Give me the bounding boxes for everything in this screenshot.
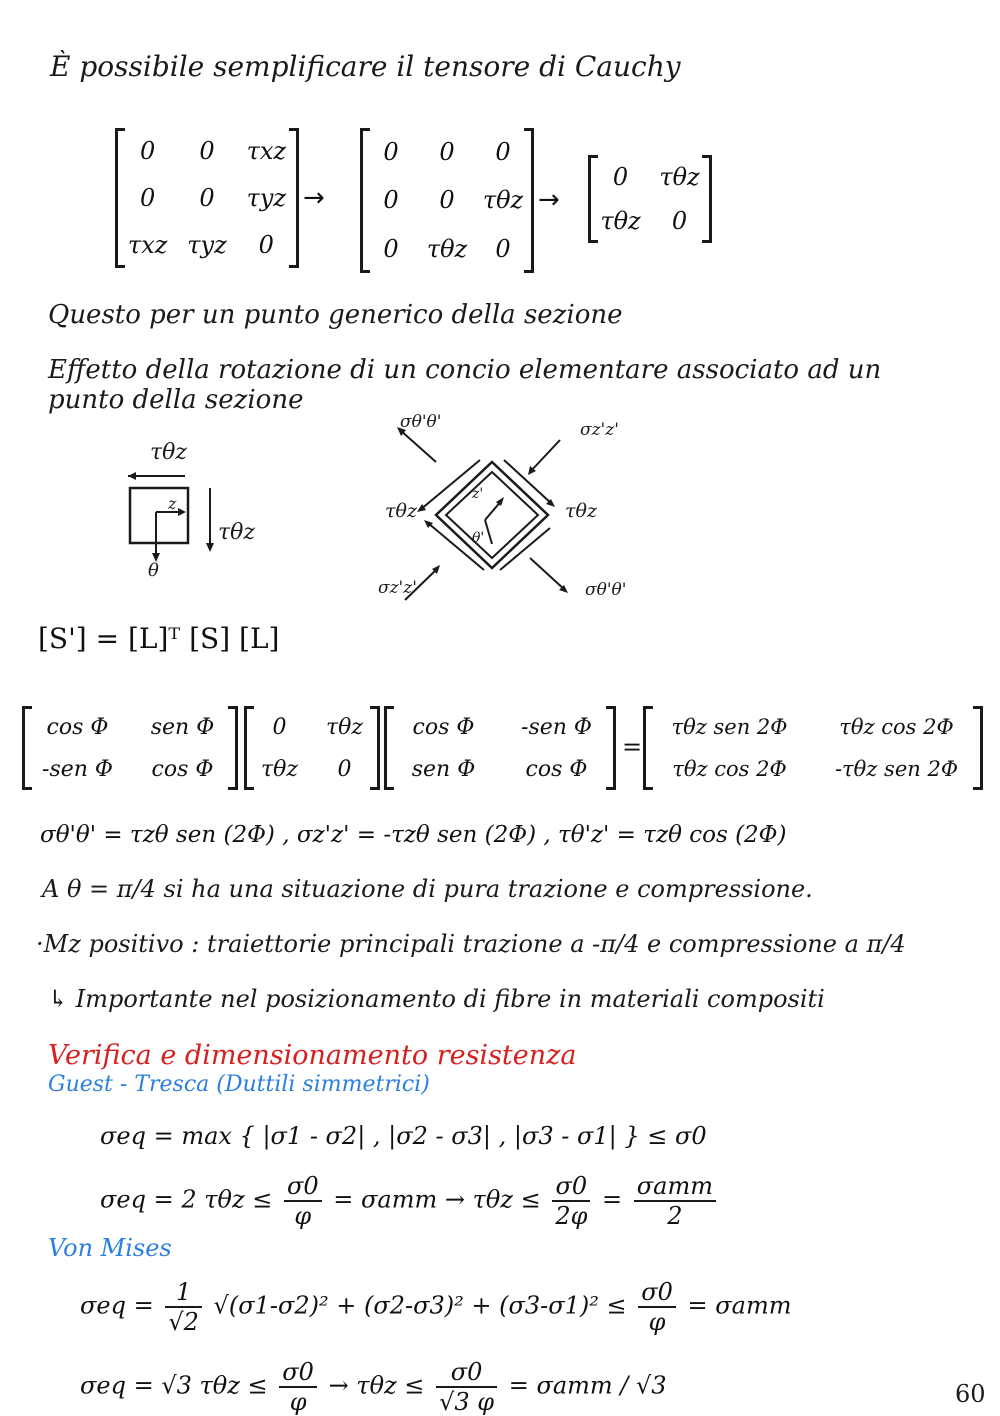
fig1-theta-label: θ	[148, 560, 159, 581]
fig1-z-label: z	[168, 494, 177, 513]
matrix-xyz	[115, 128, 299, 268]
element-figure	[110, 440, 290, 590]
matrix-cell: cos Φ	[151, 756, 214, 782]
matrix-cell: -sen Φ	[42, 756, 113, 782]
pure-shear-line: A θ = π/4 si ha una situazione di pura trazione e compressione.	[42, 875, 813, 903]
matrix-cell: τθz	[325, 714, 363, 740]
tresca-eq2-part-c: =	[602, 1185, 623, 1214]
numerator: σ0	[638, 1278, 676, 1308]
denominator: √2	[168, 1308, 199, 1336]
matrix-cell: 0	[495, 138, 511, 167]
matrix-theta-z	[588, 155, 712, 243]
denominator: φ	[289, 1388, 307, 1416]
matrix-cell: 0	[439, 138, 455, 167]
numerator: σ0	[284, 1172, 322, 1202]
numerator: σ0	[436, 1358, 497, 1388]
matrix-cell: 0	[199, 137, 215, 166]
result-matrix	[643, 706, 983, 790]
fig1-tau-top: τθz	[150, 440, 188, 465]
fig2-sigma-zz-bottom: σz'z'	[378, 578, 417, 598]
mz-positive-line: ·Mz positivo : traiettorie principali trazione a -π/4 e compressione a π/4	[36, 930, 906, 958]
mises-eq1-part-b: √(σ1-σ2)² + (σ2-σ3)² + (σ3-σ1)² ≤	[213, 1291, 627, 1320]
fig2-sigma-tt-bottom: σθ'θ'	[585, 580, 627, 600]
mises-eq2-part-b: → τθz ≤	[328, 1371, 425, 1400]
matrix-cell: 0	[140, 183, 156, 212]
denominator: √3 φ	[439, 1388, 495, 1416]
fraction	[436, 1358, 497, 1416]
matrix-cell: 0	[272, 714, 287, 740]
fraction	[638, 1278, 676, 1336]
fig2-z-label: z'	[472, 486, 484, 502]
matrix-cell: τθz sen 2Φ	[671, 715, 788, 739]
numerator: 1	[165, 1278, 202, 1308]
effect-line-1: Effetto della rotazione di un concio elementare associato ad un	[48, 355, 882, 385]
matrix-cell: 0	[495, 234, 511, 263]
matrix-cell: τyz	[246, 183, 287, 212]
matrix-cell: τθz	[260, 756, 298, 782]
tresca-subtitle: Guest - Tresca (Duttili simmetrici)	[48, 1072, 430, 1097]
mises-equation-2	[80, 1358, 667, 1416]
matrix-cell: 0	[383, 186, 399, 215]
rotation-matrix-transposed	[384, 706, 616, 790]
fig2-sigma-zz: σz'z'	[580, 420, 619, 440]
fig2-tau-left: τθz	[385, 500, 417, 522]
tresca-equation-2	[100, 1172, 720, 1230]
matrix-cell: τθz cos 2Φ	[672, 757, 787, 781]
matrix-cell: cos Φ	[412, 714, 475, 740]
fraction	[284, 1172, 322, 1230]
denominator: φ	[648, 1308, 666, 1336]
matrix-cell: τθz	[426, 234, 468, 263]
effect-line-2: punto della sezione	[48, 385, 304, 415]
denominator: 2	[667, 1202, 683, 1230]
tresca-eq2-part-a: σeq = 2 τθz ≤	[100, 1185, 273, 1214]
equals-sign: =	[622, 733, 643, 761]
matrix-cell: -τθz sen 2Φ	[834, 757, 959, 781]
matrix-cell: τxz	[246, 137, 287, 166]
numerator: σ0	[279, 1358, 317, 1388]
matrix-cell: -sen Φ	[521, 714, 592, 740]
matrix-cell: cos Φ	[46, 714, 109, 740]
fraction	[552, 1172, 590, 1230]
matrix-cell: τθz	[482, 186, 524, 215]
fig1-tau-side: τθz	[218, 520, 256, 545]
matrix-cell: sen Φ	[150, 714, 215, 740]
fraction	[279, 1358, 317, 1416]
tresca-eq2-part-b: = σamm → τθz ≤	[333, 1185, 541, 1214]
denominator: φ	[294, 1202, 312, 1230]
matrix-cell: τθz	[600, 207, 641, 235]
matrix-cell: 0	[337, 756, 352, 782]
generic-point-line: Questo per un punto generico della sezione	[48, 300, 623, 330]
matrix-cell: 0	[612, 163, 629, 191]
transformation-formula: [S'] = [L]ᵀ [S] [L]	[38, 622, 280, 655]
mises-eq1-part-a: σeq =	[80, 1291, 154, 1320]
stress-matrix	[244, 706, 380, 790]
matrix-cell: τyz	[187, 230, 227, 259]
mises-eq2-part-c: = σamm / √3	[508, 1371, 667, 1400]
composite-fibres-line: ↳ Importante nel posizionamento di fibre in materiali compositi	[48, 985, 825, 1013]
mises-subtitle: Von Mises	[48, 1234, 172, 1262]
stress-components-line: σθ'θ' = τzθ sen (2Φ) , σz'z' = -τzθ sen (2Φ) , τθ'z' = τzθ cos (2Φ)	[40, 822, 787, 848]
page-number: 60	[955, 1380, 986, 1408]
matrix-cell: 0	[439, 186, 455, 215]
fig2-sigma-tt: σθ'θ'	[400, 412, 442, 432]
numerator: σamm	[634, 1172, 716, 1202]
numerator: σ0	[552, 1172, 590, 1202]
intro-line: È possibile semplificare il tensore di Cauchy	[50, 50, 681, 83]
fraction	[634, 1172, 716, 1230]
tresca-equation-1: σeq = max { |σ1 - σ2| , |σ2 - σ3| , |σ3 - σ1| } ≤ σ0	[100, 1122, 707, 1150]
matrix-cell: 0	[383, 138, 399, 167]
fig2-tau-right: τθz	[565, 500, 597, 522]
matrix-cell: sen Φ	[411, 756, 476, 782]
arrow-1: →	[303, 183, 325, 213]
matrix-cell: cos Φ	[525, 756, 588, 782]
section-title: Verifica e dimensionamento resistenza	[48, 1040, 577, 1071]
denominator: 2φ	[555, 1202, 588, 1230]
matrix-cell: 0	[671, 207, 688, 235]
mises-eq1-part-c: = σamm	[687, 1291, 792, 1320]
matrix-cell: 0	[199, 183, 215, 212]
mises-equation-1	[80, 1278, 791, 1336]
fraction	[165, 1278, 202, 1336]
matrix-cell: 0	[258, 230, 274, 259]
mises-eq2-part-a: σeq = √3 τθz ≤	[80, 1371, 268, 1400]
matrix-cell: 0	[383, 234, 399, 263]
matrix-cell: τθz	[659, 163, 700, 191]
matrix-cell: 0	[140, 137, 156, 166]
arrow-2: →	[538, 185, 560, 215]
matrix-cell: τxz	[127, 230, 168, 259]
fig2-theta-label: θ'	[472, 530, 485, 546]
rotation-matrix	[22, 706, 238, 790]
matrix-rtheta-z	[360, 128, 534, 273]
matrix-cell: τθz cos 2Φ	[839, 715, 954, 739]
